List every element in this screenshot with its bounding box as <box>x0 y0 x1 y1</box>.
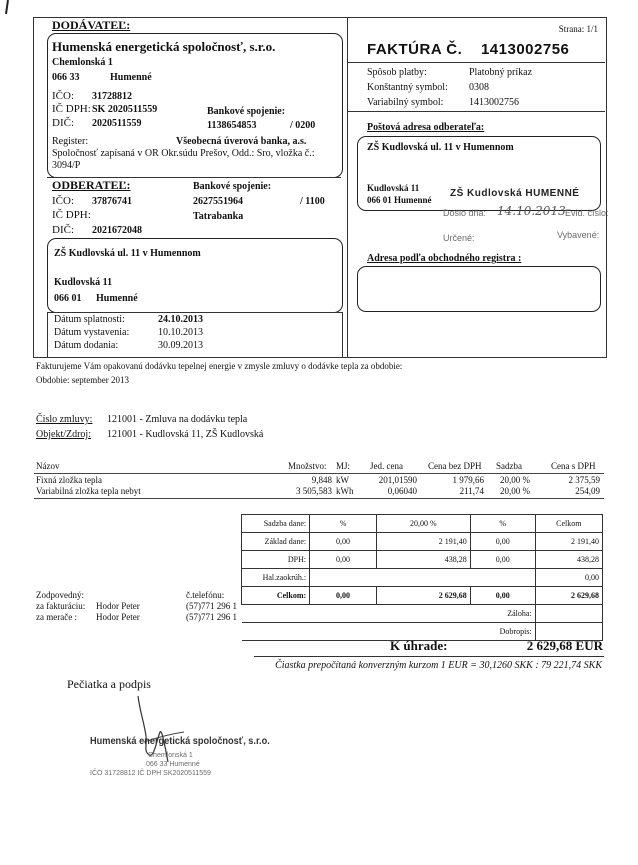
tax-cell: 2 191,40 <box>535 533 602 551</box>
customer-bank-label: Bankové spojenie: <box>193 181 272 192</box>
issue-date-label: Dátum vystavenia: <box>54 327 130 338</box>
contract-label: Číslo zmluvy: <box>36 414 93 425</box>
tax-cell: Hal.zaokrúh.: <box>242 569 310 587</box>
customer-city: Humenné <box>96 293 138 304</box>
supplier-bank-label: Bankové spojenie: <box>207 106 286 117</box>
customer-street: Kudlovská 11 <box>54 277 113 288</box>
phone-label: č.telefónu: <box>186 590 225 600</box>
tax-header-row <box>242 515 603 533</box>
supplier-street: Chemlonská 1 <box>52 57 113 68</box>
total-label: K úhrade: <box>390 638 448 653</box>
tax-header-total: Celkom <box>535 515 602 533</box>
customer-account: 2627551964 <box>193 196 243 207</box>
tax-advance-label: Záloha: <box>242 605 536 623</box>
vs-label: Variabilný symbol: <box>367 97 444 108</box>
total-value: 2 629,68 EUR <box>526 638 603 653</box>
ks-value: 0308 <box>469 82 489 93</box>
frame-divider <box>347 17 348 357</box>
meter-label: za merače : <box>36 612 77 622</box>
object-label: Objekt/Zdroj: <box>36 429 91 440</box>
supplier-register-text: Spoločnosť zapísaná v OR Okr.súdu Prešov, Odd.: Sro, vložka č.: 3094/P <box>52 148 315 171</box>
tax-cell: 2 629,68 <box>376 587 470 605</box>
received-date-label: Došlo dňa: <box>443 208 487 218</box>
supplier-city: Humenné <box>110 72 152 83</box>
customer-icdph-label: IČ DPH: <box>52 209 91 221</box>
tax-row-rounding <box>242 569 603 587</box>
item-name-2: Variabilná zložka tepla nebyt <box>36 486 141 496</box>
supplier-account: 1138654853 <box>207 120 257 131</box>
customer-ico-label: IČO: <box>52 195 74 207</box>
meter-name: Hodor Peter <box>96 612 140 622</box>
item-net-2: 211,74 <box>459 486 484 496</box>
total-rule <box>254 656 604 657</box>
invoicing-label: za fakturáciu: <box>36 601 86 611</box>
received-stamp-name: ZŠ Kudlovská HUMENNÉ <box>450 188 580 199</box>
items-header-price: Jed. cena <box>370 461 403 471</box>
supplier-dic: 2020511559 <box>92 118 142 129</box>
customer-dic-label: DIČ: <box>52 224 74 236</box>
tax-cell: 0,00 <box>470 551 535 569</box>
tax-cell: 2 191,40 <box>376 533 470 551</box>
tax-cell: 0,00 <box>535 569 602 587</box>
tax-cell: Základ dane: <box>242 533 310 551</box>
tax-header-label: Sadzba dane: <box>242 515 310 533</box>
issue-date: 10.10.2013 <box>158 327 203 338</box>
tax-overpay-label: Dobropis: <box>242 623 536 641</box>
supplier-icdph: SK 2020511559 <box>92 104 158 115</box>
items-header-rate: Sadzba <box>496 461 522 471</box>
tax-cell: 0,00 <box>310 587 377 605</box>
invoicing-name: Hodor Peter <box>96 601 140 611</box>
item-name-1: Fixná zložka tepla <box>36 475 102 485</box>
tax-cell: Celkom: <box>242 587 310 605</box>
tax-header-rate: 20,00 % <box>376 515 470 533</box>
supplier-ico: 31728812 <box>92 91 132 102</box>
vs-value: 1413002756 <box>469 97 519 108</box>
tax-cell: 0,00 <box>470 533 535 551</box>
tax-cell <box>376 569 470 587</box>
item-unit-2: kWh <box>336 486 354 496</box>
customer-bank-code: / 1100 <box>300 196 325 207</box>
contract-value: 121001 - Zmluva na dodávku tepla <box>107 414 248 425</box>
items-header-rule <box>34 473 604 474</box>
supplier-icdph-label: IČ DPH: <box>52 103 91 115</box>
evid-label: Evid. číslo: <box>565 208 609 218</box>
items-header-qty: Množstvo: <box>288 461 327 471</box>
customer-ico: 37876741 <box>92 196 132 207</box>
supplier-register-label: Register: <box>52 136 89 147</box>
delivery-date-label: Dátum dodania: <box>54 340 119 351</box>
postal-zip-city: 066 01 Humenné <box>367 195 432 205</box>
invoice-title-label: FAKTÚRA Č. <box>367 41 463 58</box>
item-qty-2: 3 505,583 <box>296 486 332 496</box>
customer-dic: 2021672048 <box>92 225 142 236</box>
meter-phone: (57)771 296 1 <box>186 612 237 622</box>
customer-bank-name: Tatrabanka <box>193 211 244 222</box>
tax-cell: 0,00 <box>470 587 535 605</box>
signature-scribble <box>126 692 196 772</box>
due-date: 24.10.2013 <box>158 314 203 325</box>
invoice-number: 1413002756 <box>480 41 570 58</box>
tax-row-vat <box>242 551 603 569</box>
object-value: 121001 - Kudlovská 11, ZŠ Kudlovská <box>107 429 264 440</box>
supplier-name: Humenská energetická spoločnosť, s.r.o. <box>52 39 276 54</box>
tax-row-total <box>242 587 603 605</box>
item-rate-1: 20,00 % <box>500 475 530 485</box>
invoicing-phone: (57)771 296 1 <box>186 601 237 611</box>
postal-street: Kudlovská 11 <box>367 183 420 193</box>
supplier-bank-name: Všeobecná úverová banka, a.s. <box>176 136 307 147</box>
payment-method: Platobný príkaz <box>469 67 533 78</box>
intro-period: Obdobie: september 2013 <box>36 375 129 385</box>
customer-zip: 066 01 <box>54 293 82 304</box>
item-gross-2: 254,09 <box>575 486 600 496</box>
tax-cell: DPH: <box>242 551 310 569</box>
company-stamp-zip-city: 066 33 Humenné <box>146 761 200 768</box>
supplier-ico-label: IČO: <box>52 90 74 102</box>
tax-cell <box>535 605 602 623</box>
tax-table <box>241 514 603 641</box>
handled-label: Vybavené: <box>557 230 600 240</box>
intro-line: Fakturujeme Vám opakovanú dodávku tepelnej energie v zmysle zmluvy o dodávke tepla za obdobie: <box>36 361 403 371</box>
tax-header-zero: % <box>310 515 377 533</box>
tax-cell <box>310 569 377 587</box>
invoice-title <box>367 41 569 58</box>
tax-cell <box>470 569 535 587</box>
tax-cell: 438,28 <box>376 551 470 569</box>
items-header-name: Názov <box>36 461 60 471</box>
customer-label: ODBERATEĽ: <box>52 178 131 192</box>
conversion-note: Čiastka prepočítaná konverzným kurzom 1 EUR = 30,1260 SKK : 79 221,74 SKK <box>275 660 602 671</box>
tax-header-other: % <box>470 515 535 533</box>
customer-name: ZŠ Kudlovská ul. 11 v Humennom <box>54 248 201 259</box>
company-stamp-name: Humenská energetická spoločnosť, s.r.o. <box>90 736 270 747</box>
company-stamp-ids: IČO 31728812 IČ DPH SK2020511559 <box>90 770 211 777</box>
item-price-2: 0,06040 <box>387 486 417 496</box>
received-date: 14.10.2013 <box>497 204 566 218</box>
supplier-bank-code: / 0200 <box>290 120 316 131</box>
payment-method-label: Spôsob platby: <box>367 67 427 78</box>
item-net-1: 1 979,66 <box>452 475 484 485</box>
item-unit-1: kW <box>336 475 349 485</box>
register-address-box <box>357 266 601 312</box>
page-number: Strana: 1/1 <box>558 24 598 34</box>
tax-cell: 438,28 <box>535 551 602 569</box>
ks-label: Konštantný symbol: <box>367 82 448 93</box>
responsible-label: Zodpovedný: <box>36 590 84 600</box>
items-header-net: Cena bez DPH <box>428 461 482 471</box>
tax-cell: 2 629,68 <box>535 587 602 605</box>
item-gross-1: 2 375,59 <box>568 475 600 485</box>
due-date-label: Dátum splatnosti: <box>54 314 125 325</box>
items-bottom-rule <box>34 498 604 499</box>
item-qty-1: 9,848 <box>311 475 332 485</box>
payment-rule <box>347 111 605 112</box>
postal-name: ZŠ Kudlovská ul. 11 v Humennom <box>367 142 514 153</box>
supplier-zip: 066 33 <box>52 72 80 83</box>
tax-row-advance <box>242 605 603 623</box>
items-header-gross: Cena s DPH <box>551 461 596 471</box>
tax-cell: 0,00 <box>310 533 377 551</box>
title-rule <box>347 62 605 63</box>
delivery-date: 30.09.2013 <box>158 340 203 351</box>
item-rate-2: 20,00 % <box>500 486 530 496</box>
tax-cell: 0,00 <box>310 551 377 569</box>
company-stamp-street: Chemlonská 1 <box>148 752 193 759</box>
item-price-1: 201,01590 <box>378 475 417 485</box>
items-header-unit: MJ: <box>336 461 351 471</box>
register-address-label: Adresa podľa obchodného registra : <box>367 253 522 264</box>
assigned-label: Určené: <box>443 233 475 243</box>
supplier-label: DODÁVATEĽ: <box>52 18 131 32</box>
supplier-dic-label: DIČ: <box>52 117 74 129</box>
postal-label: Poštová adresa odberateľa: <box>367 122 485 133</box>
tax-row-base <box>242 533 603 551</box>
margin-mark <box>5 0 9 14</box>
signature-label: Pečiatka a podpis <box>67 677 151 691</box>
